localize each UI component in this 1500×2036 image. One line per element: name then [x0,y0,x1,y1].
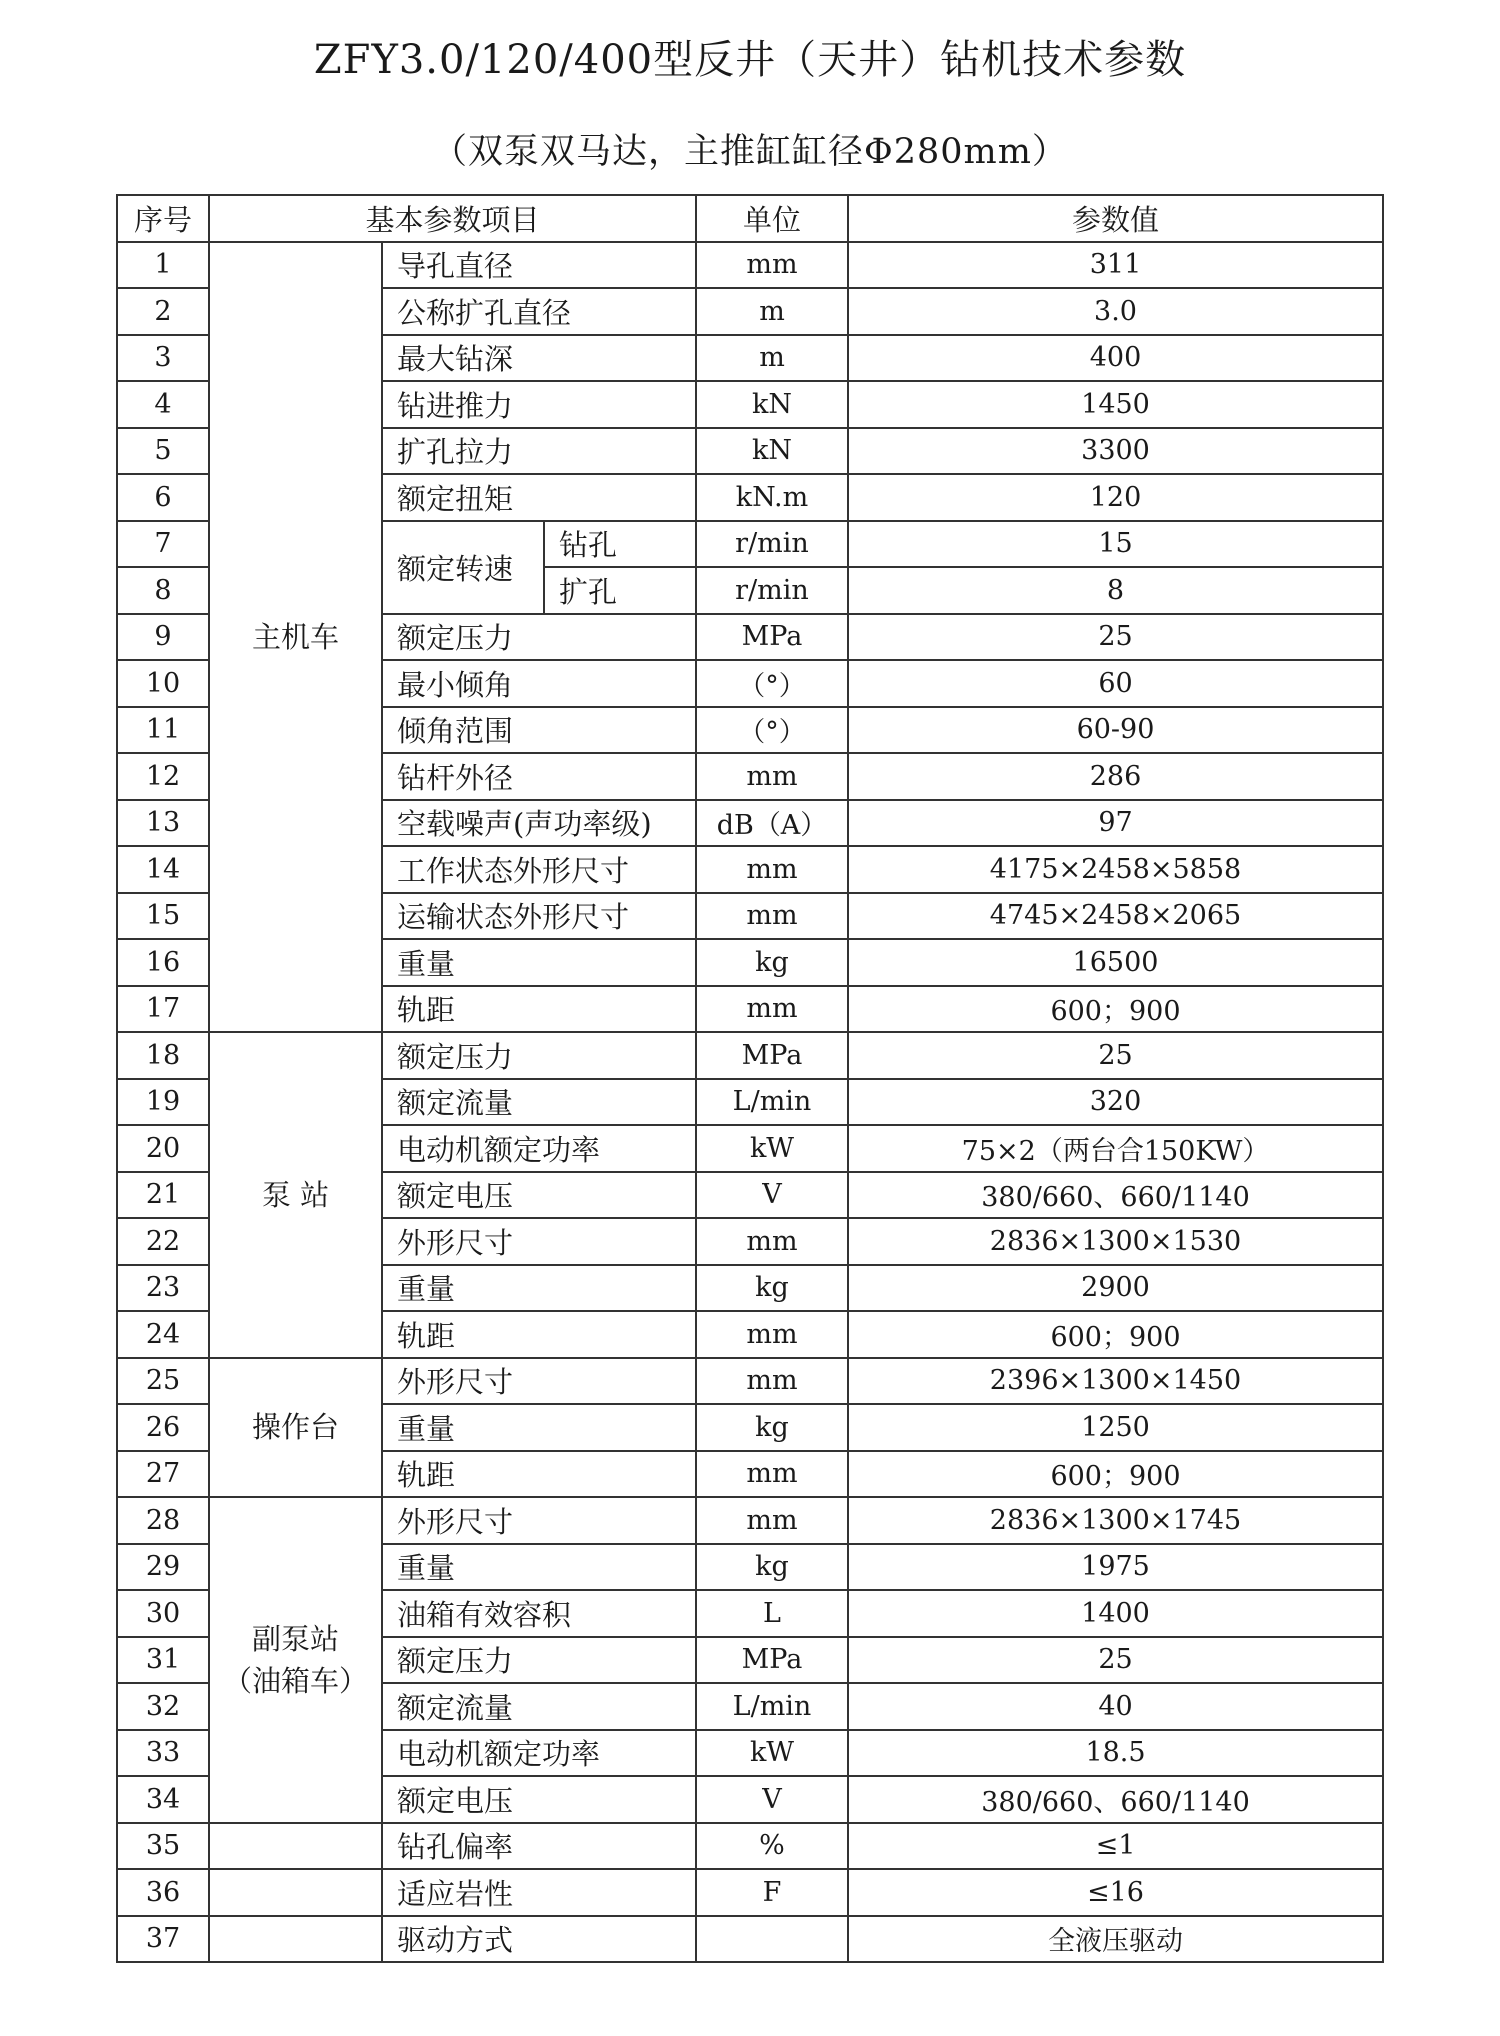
parameter-unit: r/min [696,567,848,614]
parameter-value: 380/660、660/1140 [848,1776,1383,1823]
parameter-unit: mm [696,1358,848,1405]
header-value: 参数值 [848,195,1383,242]
parameter-value: 3300 [848,428,1383,475]
parameter-value: 18.5 [848,1730,1383,1777]
row-number: 15 [117,893,209,940]
table-row [117,1497,1383,1544]
parameter-value: 600；900 [848,1451,1383,1498]
parameter-value: 600；900 [848,986,1383,1033]
parameter-unit: mm [696,242,848,289]
group-empty [209,1916,382,1963]
parameter-value: 4745×2458×2065 [848,893,1383,940]
parameter-unit: kg [696,1544,848,1591]
row-number: 9 [117,614,209,661]
row-number: 29 [117,1544,209,1591]
row-number: 36 [117,1869,209,1916]
parameter-unit: % [696,1823,848,1870]
parameter-unit: dB（A） [696,800,848,847]
row-number: 2 [117,288,209,335]
parameter-value: 320 [848,1079,1383,1126]
row-number: 5 [117,428,209,475]
row-number: 1 [117,242,209,289]
parameter-unit: mm [696,846,848,893]
parameter-unit: （°） [696,660,848,707]
parameter-unit: mm [696,893,848,940]
parameter-item: 油箱有效容积 [382,1590,696,1637]
parameter-item: 工作状态外形尺寸 [382,846,696,893]
parameter-item: 额定流量 [382,1079,696,1126]
parameter-item: 外形尺寸 [382,1218,696,1265]
parameter-value: 全液压驱动 [848,1916,1383,1963]
header-no: 序号 [117,195,209,242]
parameter-item: 倾角范围 [382,707,696,754]
parameter-unit: mm [696,986,848,1033]
row-number: 19 [117,1079,209,1126]
parameter-item: 重量 [382,1404,696,1451]
table-row [117,242,1383,289]
parameter-item: 轨距 [382,1451,696,1498]
row-number: 30 [117,1590,209,1637]
parameter-unit: mm [696,1451,848,1498]
parameter-value: 1400 [848,1590,1383,1637]
parameter-value: 2396×1300×1450 [848,1358,1383,1405]
table-row [117,1869,1383,1916]
parameter-unit: V [696,1172,848,1219]
group-label: 操作台 [251,1410,339,1445]
parameter-item: 钻杆外径 [382,753,696,800]
parameter-unit: L [696,1590,848,1637]
parameter-item: 空载噪声(声功率级) [382,800,696,847]
parameter-unit: L/min [696,1683,848,1730]
row-number: 28 [117,1497,209,1544]
parameter-unit: m [696,288,848,335]
row-number: 13 [117,800,209,847]
parameter-value: 120 [848,474,1383,521]
parameter-value: 1450 [848,381,1383,428]
row-number: 23 [117,1265,209,1312]
row-number: 24 [117,1311,209,1358]
parameter-unit: m [696,335,848,382]
parameter-value: 380/660、660/1140 [848,1172,1383,1219]
row-number: 35 [117,1823,209,1870]
parameter-item: 重量 [382,939,696,986]
parameter-item: 额定电压 [382,1172,696,1219]
table-row [117,1823,1383,1870]
parameter-value: 1250 [848,1404,1383,1451]
parameter-unit: F [696,1869,848,1916]
group-label: 副泵站 [251,1621,339,1656]
parameter-unit: （°） [696,707,848,754]
row-number: 7 [117,521,209,568]
parameter-value: 600；900 [848,1311,1383,1358]
row-number: 6 [117,474,209,521]
parameter-value: ≤1 [848,1823,1383,1870]
parameter-item: 额定流量 [382,1683,696,1730]
parameter-unit: kN [696,381,848,428]
parameter-item: 额定压力 [382,614,696,661]
group-console [209,1358,382,1498]
parameter-unit: kN [696,428,848,475]
row-number: 10 [117,660,209,707]
header-unit: 单位 [696,195,848,242]
parameter-item: 扩孔拉力 [382,428,696,475]
row-number: 14 [117,846,209,893]
group-label: 主机车 [251,619,339,654]
parameter-unit: kg [696,939,848,986]
parameter-item: 适应岩性 [382,1869,696,1916]
parameter-value: 8 [848,567,1383,614]
row-number: 18 [117,1032,209,1079]
table-header-row [117,195,1383,242]
table-row [117,1358,1383,1405]
parameter-value: 2836×1300×1530 [848,1218,1383,1265]
row-number: 17 [117,986,209,1033]
parameter-unit: MPa [696,1032,848,1079]
parameter-value: 75×2（两台合150KW） [848,1125,1383,1172]
parameter-unit: kW [696,1125,848,1172]
row-number: 20 [117,1125,209,1172]
parameter-unit: kN.m [696,474,848,521]
parameter-value: 60 [848,660,1383,707]
parameter-item: 运输状态外形尺寸 [382,893,696,940]
parameter-item: 钻孔偏率 [382,1823,696,1870]
parameter-item: 额定电压 [382,1776,696,1823]
parameter-item: 重量 [382,1265,696,1312]
row-number: 27 [117,1451,209,1498]
parameter-item: 重量 [382,1544,696,1591]
row-number: 22 [117,1218,209,1265]
group-aux-pump-station [209,1497,382,1823]
table-row [117,1032,1383,1079]
parameter-item: 额定扭矩 [382,474,696,521]
parameter-item: 外形尺寸 [382,1497,696,1544]
parameter-item: 最小倾角 [382,660,696,707]
parameter-unit: mm [696,1497,848,1544]
row-number: 32 [117,1683,209,1730]
parameter-unit: r/min [696,521,848,568]
parameter-value: 40 [848,1683,1383,1730]
row-number: 11 [117,707,209,754]
parameter-value: 25 [848,614,1383,661]
parameter-value: 3.0 [848,288,1383,335]
header-item: 基本参数项目 [209,195,696,242]
group-label: （油箱车） [222,1663,368,1698]
row-number: 21 [117,1172,209,1219]
group-main-vehicle [209,242,382,1033]
parameter-unit: kg [696,1404,848,1451]
parameter-unit: L/min [696,1079,848,1126]
parameter-unit: mm [696,753,848,800]
parameter-unit [696,1916,848,1963]
parameter-value: ≤16 [848,1869,1383,1916]
parameter-unit: MPa [696,1637,848,1684]
group-label: 泵 站 [261,1177,330,1212]
parameter-item: 轨距 [382,1311,696,1358]
row-number: 33 [117,1730,209,1777]
parameter-item: 公称扩孔直径 [382,288,696,335]
group-empty [209,1823,382,1870]
parameter-item: 导孔直径 [382,242,696,289]
table-row [117,1916,1383,1963]
parameter-value: 16500 [848,939,1383,986]
parameter-item: 外形尺寸 [382,1358,696,1405]
parameter-value: 2836×1300×1745 [848,1497,1383,1544]
parameter-unit: V [696,1776,848,1823]
group-empty [209,1869,382,1916]
document-title: ZFY3.0/120/400型反井（天井）钻机技术参数 [313,37,1187,83]
row-number: 37 [117,1916,209,1963]
row-number: 34 [117,1776,209,1823]
parameter-value: 1975 [848,1544,1383,1591]
parameter-unit: kg [696,1265,848,1312]
parameter-value: 25 [848,1637,1383,1684]
row-number: 16 [117,939,209,986]
row-number: 25 [117,1358,209,1405]
sub-item-reaming: 扩孔 [544,567,696,614]
group-pump-station [209,1032,382,1358]
parameter-value: 4175×2458×5858 [848,846,1383,893]
parameter-value: 97 [848,800,1383,847]
row-number: 31 [117,1637,209,1684]
parameter-item: 额定压力 [382,1032,696,1079]
sub-item-drilling: 钻孔 [544,521,696,568]
row-number: 3 [117,335,209,382]
parameter-value: 25 [848,1032,1383,1079]
parameter-value: 286 [848,753,1383,800]
parameter-value: 60-90 [848,707,1383,754]
row-number: 8 [117,567,209,614]
parameter-item: 额定压力 [382,1637,696,1684]
parameter-value: 15 [848,521,1383,568]
parameter-item: 电动机额定功率 [382,1125,696,1172]
row-number: 12 [117,753,209,800]
parameter-item: 轨距 [382,986,696,1033]
document-subtitle: （双泵双马达，主推缸缸径Φ280mm） [432,132,1068,172]
row-number: 26 [117,1404,209,1451]
parameter-table [116,194,1384,1963]
parameter-value: 400 [848,335,1383,382]
parameter-item: 钻进推力 [382,381,696,428]
parameter-item: 最大钻深 [382,335,696,382]
parameter-item: 电动机额定功率 [382,1730,696,1777]
parameter-value: 311 [848,242,1383,289]
row-number: 4 [117,381,209,428]
item-rotation-speed: 额定转速 [382,521,544,614]
parameter-unit: MPa [696,614,848,661]
parameter-unit: mm [696,1218,848,1265]
parameter-item: 驱动方式 [382,1916,696,1963]
parameter-value: 2900 [848,1265,1383,1312]
parameter-table-body [117,195,1383,1962]
parameter-unit: kW [696,1730,848,1777]
parameter-unit: mm [696,1311,848,1358]
